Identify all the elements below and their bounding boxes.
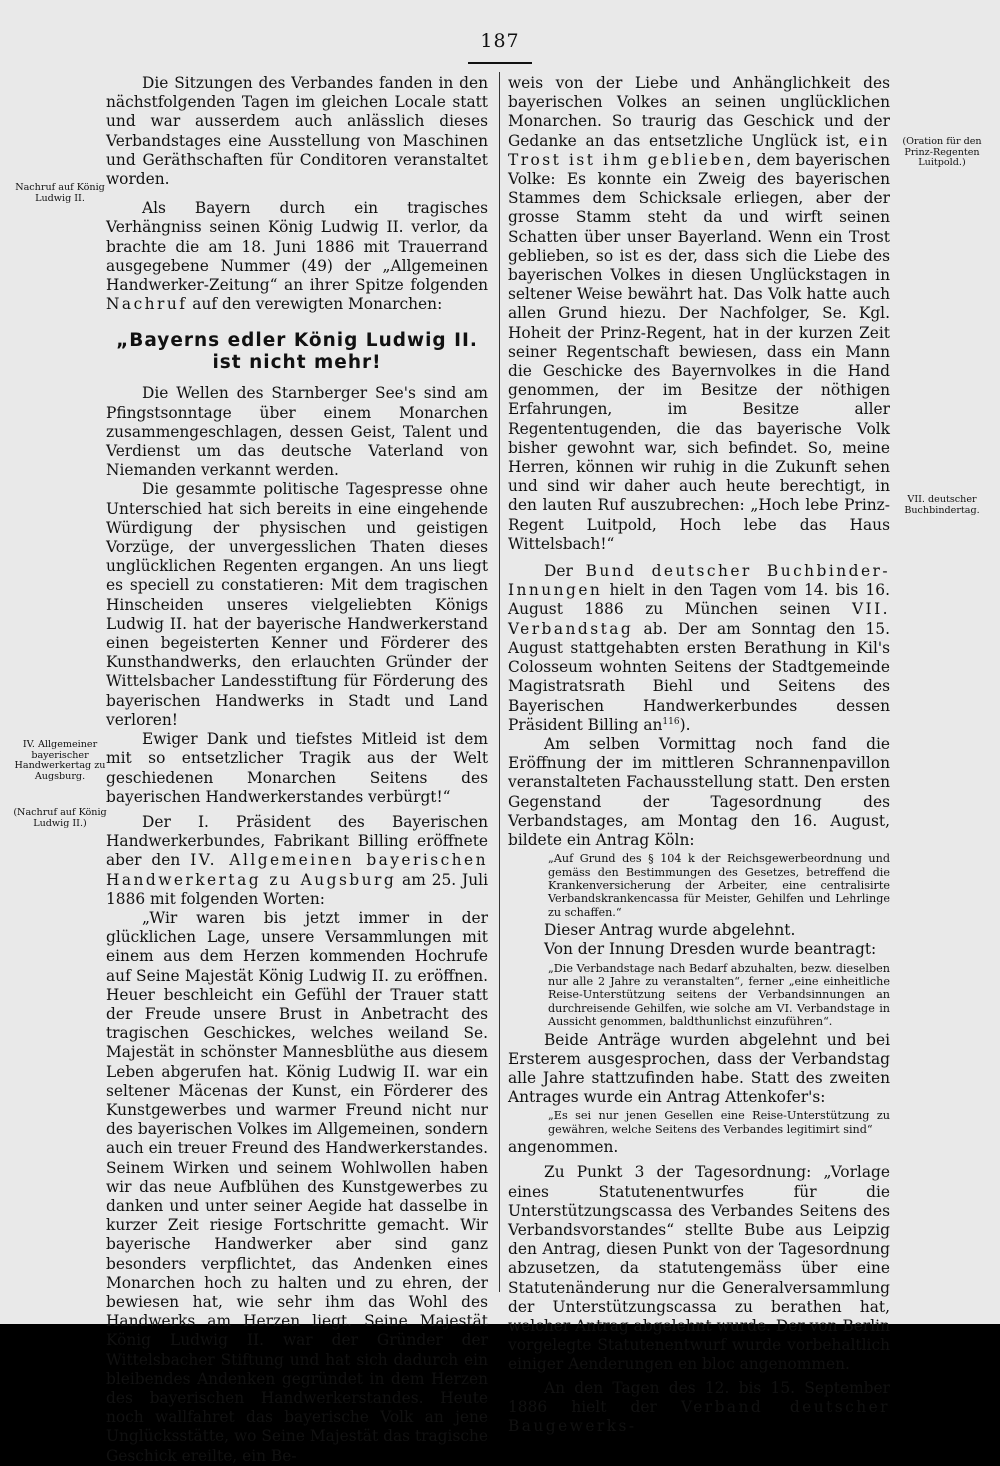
margin-note-buchbinder: VII. deutscher Buchbindertag.: [904, 494, 980, 516]
obituary-headline: „Bayerns edler König Ludwig II. ist nicht mehr!: [116, 330, 478, 374]
paragraph: Zu Punkt 3 der Tagesordnung: „Vorlage eines Statutenentwurfes für die Unterstützungscassa des Verbandes Seitens des Verbandsvorstandes“ stellte Bube aus Leipzig den Antrag, diesen Punkt von der Tagesordnung abzusetzen, da statutengemäss über eine Statutenänderung nur die Generalversammlung der Unterstützungscassa zu berathen hat, welcher Antrag abgelehnt wurde. Der von Berlin vorgelegte Statutenentwurf wurde vorbehaltlich einiger Aenderungen en bloc angenommen.: [508, 1163, 890, 1374]
paragraph: Die gesammte politische Tagespresse ohne Unterschied hat sich bereits in eine eingehende Würdigung der physischen und geistigen Vorzüge, der unvergesslichen Thaten dieses unglücklichen Regenten ergangen. An uns liegt es speciell zu constatieren: Mit dem tragischen Hinscheiden unseres vielgeliebten Königs Ludwig II. hat der bayerische Handwerkerstand einen begeisterten Kenner und Förderer des Kunsthandwerks, den erlauchten Gründer der Wittelsbacher Landesstiftung für Förderung des bayerischen Handwerks in Stadt und Land verloren!: [106, 480, 488, 729]
motion-quote: „Die Verbandstage nach Bedarf abzuhalten, bezw. dieselben nur alle 2 Jahre zu veranstalten“, ferner „eine einheitliche Reise-Unterstützung seitens der Verbandsinnungen an durchreisende Gehilfen, wie solche am VI. Verbandstage in Aussicht genommen, baldthunlichst einzuführen“.: [548, 961, 890, 1029]
paragraph: „Wir waren bis jetzt immer in der glücklichen Lage, unsere Versammlungen mit einem aus dem Herzen kommenden Hochrufe auf Seine Majestät König Ludwig II. zu eröffnen. Heuer beschleicht ein Gefühl der Trauer statt der Freude unsere Brust in Anbetracht des tragischen Geschickes, welches weiland Se. Majestät in schönster Mannesblüthe aus diesem Leben abgerufen hat. König Ludwig II. war ein seltener Mäcenas der Kunst, ein Förderer des Kunstgewerbes und warmer Freund nicht nur des bayerischen Volkes im Allgemeinen, sondern auch ein treuer Freund des Handwerkerstandes. Seinem Wirken und seinem Wohlwollen haben wir das neue Aufblühen des Kunstgewerbes zu danken und unter seiner Aegide hat dasselbe in kurzer Zeit riesige Fortschritte gemacht. Wir bayerische Handwerker aber sind ganz besonders verpflichtet, das Andenken eines Monarchen hoch zu halten und zu ehren, der bewiesen hat, wie sehr ihm das Wohl des Handwerks am Herzen liegt. Seine Majestät König Ludwig II. war der Gründer der Wittelsbacher Stiftung und hat sich dadurch ein bleibendes Andenken gegründet in dem Herzen des bayerischen Handwerkerstandes. Heute noch wallfahret das bayerische Volk an jene Unglücksstätte, wo Seine Majestät das tragische Geschick ereilte, ein Be-: [106, 908, 488, 1465]
paragraph: Als Bayern durch ein tragisches Verhängniss seinen König Ludwig II. verlor, da brachte die am 18. Juni 1886 mit Trauerrand ausgegebene Nummer (49) der „Allgemeinen Handwerker-Zeitung“ an ihrer Spitze folgenden Nachruf auf den verewigten Monarchen:: [106, 199, 488, 314]
paragraph: Der I. Präsident des Bayerischen Handwerkerbundes, Fabrikant Billing eröffnete aber den IV. Allgemeinen bayerischen Handwerkertag zu Augsburg am 25. Juli 1886 mit folgenden Worten:: [106, 812, 488, 908]
paragraph: Die Wellen des Starnberger See's sind am Pfingstsonntage über einem Monarchen zusammengeschlagen, dessen Geist, Talent und Verdienst um das deutsche Vaterland von Niemanden verkannt werden.: [106, 384, 488, 480]
paragraph: Ewiger Dank und tiefstes Mitleid ist dem mit so entsetzlicher Tragik aus der Welt geschiedenen Monarchen Seitens des bayerischen Handwerkerstandes verbürgt!“: [106, 730, 488, 806]
paragraph: Beide Anträge wurden abgelehnt und bei Ersterem ausgesprochen, dass der Verbandstag alle Jahre stattzufinden habe. Statt des zweiten Antrages wurde ein Antrag Attenkofer's:: [508, 1030, 890, 1107]
margin-note-handwerkertag: IV. Allgemeiner bayerischer Handwerkertag zu Augsburg.: [14, 739, 106, 782]
margin-note-oration: (Oration für den Prinz-Regenten Luitpold.): [902, 136, 982, 169]
paragraph: Dieser Antrag wurde abgelehnt.: [544, 921, 796, 940]
paragraph: Von der Innung Dresden wurde beantragt:: [544, 940, 877, 959]
paragraph: angenommen.: [508, 1138, 619, 1157]
margin-note-nachruf: Nachruf auf König Ludwig II.: [15, 182, 105, 204]
paragraph: ein Trost ist ihm geblieben, dem bayerischen Volke: Es konnte ein Zweig des bayerischen Stammes dem Schicksale erliegen, aber der grosse Stamm steht da und wirft seinen Schatten über unser Bayerland. Wenn ein Trost geblieben, so ist es der, dass sich die Liebe des bayerischen Volkes in diesen Unglückstagen in seltener Weise bewährt hat. Das Volk hatte auch allen Grund hiezu. Der Nachfolger, Se. Kgl. Hoheit der Prinz-Regent, hat in der kurzen Zeit seiner Regentschaft bewiesen, dass ein Mann die Geschicke des Bayernvolkes in die Hand genommen, der im Besitze der nöthigen Erfahrungen, im Besitze aller Regententugenden, die das bayerische Volk bisher gewohnt war, sich befindet. So, meine Herren, können wir ruhig in die Zukunft sehen und sind wir daher auch heute berechtigt, in den lauten Ruf auszubrechen: „Hoch lebe Prinz-Regent Luitpold, Hoch lebe das Haus Wittelsbach!“: [508, 131, 890, 553]
motion-quote: „Es sei nur jenen Gesellen eine Reise-Unterstützung zu gewähren, welche Seitens des Verbandes legitimirt sind“: [548, 1109, 890, 1136]
margin-note-nachruf-2: (Nachruf auf König Ludwig II.): [13, 807, 107, 829]
header-rule: [468, 62, 532, 64]
paragraph: Am selben Vormittag noch fand die Eröffnung der im mittleren Schrannenpavillon veranstalteten Fachausstellung statt. Den ersten Gegenstand der Tagesordnung des Verbandstages, am Montag den 16. August, bildete ein Antrag Köln:: [508, 734, 890, 849]
paragraph: Der Bund deutscher Buchbinder-Innungen hielt in den Tagen vom 14. bis 16. August 1886 zu München seinen VII. Verbandstag ab. Der am Sonntag den 15. August stattgehabten ersten Berathung in Kil's Colosseum wohnten Seitens der Stadtgemeinde Magistratsrath Biehl und Seitens des Bayerischen Handwerkerbundes dessen Präsident Billing $an^{116}$).: [508, 562, 890, 734]
paragraph: weis von der Liebe und Anhänglichkeit des bayerischen Volkes an seinen unglücklichen Monarchen. So traurig das Geschick und der Gedanke an das entsetzliche Unglück ist,: [508, 74, 890, 150]
motion-quote: „Auf Grund des § 104 k der Reichsgewerbeordnung und gemäss den Bestimmungen des Gesetzes, betreffend die Krankenversicherung der Arbeiter, eine centralisirte Verbandskrankencassa für Meister, Gehilfen und Lehrlinge zu schaffen.“: [548, 852, 890, 919]
paragraph: An den Tagen des 12. bis 15. September 1886 hielt der Verband deutscher Baugewerks-: [508, 1378, 890, 1436]
column-divider: [499, 72, 500, 1292]
right-column: [508, 74, 890, 1436]
page-number: 187: [480, 30, 520, 52]
footnote-marker: 116: [662, 716, 680, 727]
left-column: [106, 74, 488, 1466]
paragraph: Die Sitzungen des Verbandes fanden in den nächstfolgenden Tagen im gleichen Locale statt und war ausserdem auch anlässlich dieses Verbandstages eine Ausstellung von Maschinen und Geräthschaften für Conditoren veranstaltet worden.: [106, 74, 488, 189]
